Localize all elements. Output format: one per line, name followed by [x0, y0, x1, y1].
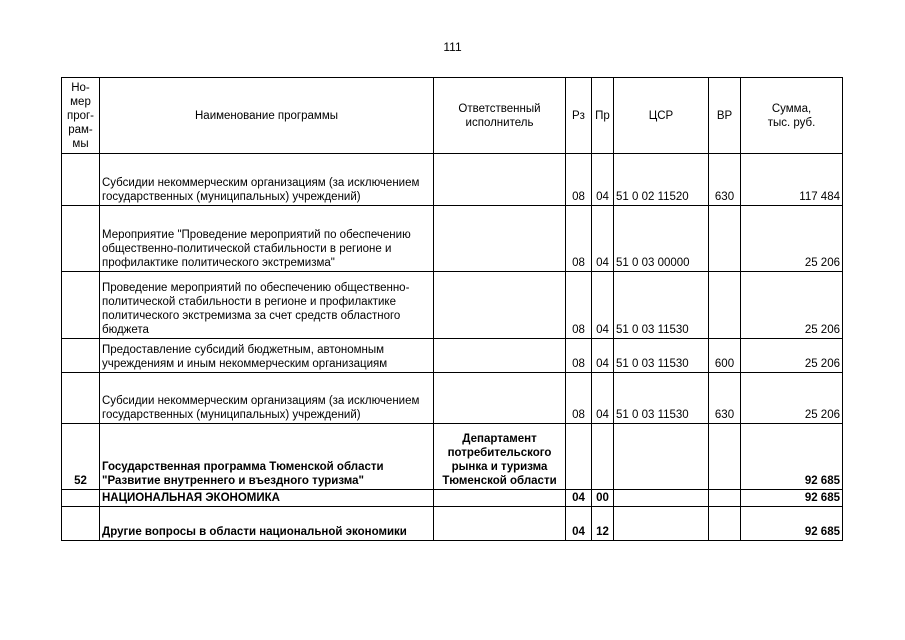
cell-pr: 00 — [592, 490, 614, 507]
cell-program-number — [62, 272, 100, 339]
header-sum: Сумма, тыс. руб. — [741, 78, 843, 154]
cell-vr — [709, 272, 741, 339]
cell-program-name: Другие вопросы в области национальной экономики — [100, 507, 434, 541]
cell-program-name: Проведение мероприятий по обеспечению общественно-политической стабильности в регионе и профилактике политического экстремизма за счет средств областного бюджета — [100, 272, 434, 339]
header-pr: Пр — [592, 78, 614, 154]
cell-executor — [434, 507, 566, 541]
cell-csr — [614, 490, 709, 507]
cell-executor — [434, 373, 566, 424]
cell-sum: 25 206 — [741, 206, 843, 272]
cell-executor — [434, 154, 566, 206]
table-row — [62, 424, 843, 490]
cell-sum: 92 685 — [741, 490, 843, 507]
header-executor: Ответственный исполнитель — [434, 78, 566, 154]
cell-sum: 92 685 — [741, 507, 843, 541]
cell-csr: 51 0 02 11520 — [614, 154, 709, 206]
cell-program-number — [62, 339, 100, 373]
cell-program-name: Предоставление субсидий бюджетным, автономным учреждениям и иным некоммерческим организациям — [100, 339, 434, 373]
cell-pr: 04 — [592, 373, 614, 424]
cell-vr — [709, 490, 741, 507]
cell-program-number — [62, 206, 100, 272]
cell-vr — [709, 424, 741, 490]
budget-table — [61, 77, 843, 541]
page-number: 111 — [443, 40, 462, 54]
cell-program-name: Мероприятие "Проведение мероприятий по обеспечению общественно-политической стабильности в регионе и профилактике политического экстремизма" — [100, 206, 434, 272]
table-row — [62, 507, 843, 541]
cell-program-number — [62, 154, 100, 206]
header-vr: ВР — [709, 78, 741, 154]
cell-sum: 25 206 — [741, 272, 843, 339]
cell-sum: 92 685 — [741, 424, 843, 490]
cell-program-name: НАЦИОНАЛЬНАЯ ЭКОНОМИКА — [100, 490, 434, 507]
cell-pr: 04 — [592, 154, 614, 206]
cell-rz: 08 — [566, 154, 592, 206]
cell-vr — [709, 206, 741, 272]
cell-rz: 08 — [566, 206, 592, 272]
cell-program-number — [62, 373, 100, 424]
cell-executor — [434, 339, 566, 373]
cell-program-number — [62, 507, 100, 541]
cell-rz: 08 — [566, 272, 592, 339]
cell-pr: 04 — [592, 339, 614, 373]
cell-csr: 51 0 03 00000 — [614, 206, 709, 272]
cell-pr: 04 — [592, 206, 614, 272]
cell-program-name: Субсидии некоммерческим организациям (за исключением государственных (муниципальных) учреждений) — [100, 373, 434, 424]
cell-sum: 117 484 — [741, 154, 843, 206]
cell-csr: 51 0 03 11530 — [614, 272, 709, 339]
cell-program-name: Государственная программа Тюменской области "Развитие внутреннего и въездного туризма" — [100, 424, 434, 490]
table-row — [62, 206, 843, 272]
cell-program-number — [62, 490, 100, 507]
cell-program-number: 52 — [62, 424, 100, 490]
cell-rz: 08 — [566, 373, 592, 424]
cell-sum: 25 206 — [741, 339, 843, 373]
header-rz: Рз — [566, 78, 592, 154]
cell-sum: 25 206 — [741, 373, 843, 424]
cell-executor — [434, 206, 566, 272]
cell-pr — [592, 424, 614, 490]
cell-rz — [566, 424, 592, 490]
header-csr: ЦСР — [614, 78, 709, 154]
header-program-name: Наименование программы — [100, 78, 434, 154]
table-row — [62, 339, 843, 373]
cell-csr — [614, 507, 709, 541]
cell-vr: 630 — [709, 373, 741, 424]
header-row — [62, 78, 843, 154]
cell-vr — [709, 507, 741, 541]
cell-csr: 51 0 03 11530 — [614, 339, 709, 373]
table-body — [62, 154, 843, 541]
table-row — [62, 373, 843, 424]
cell-csr — [614, 424, 709, 490]
table-row — [62, 272, 843, 339]
table-row — [62, 154, 843, 206]
cell-rz: 04 — [566, 507, 592, 541]
cell-rz: 08 — [566, 339, 592, 373]
cell-pr: 12 — [592, 507, 614, 541]
cell-rz: 04 — [566, 490, 592, 507]
cell-program-name: Субсидии некоммерческим организациям (за исключением государственных (муниципальных) учреждений) — [100, 154, 434, 206]
cell-vr: 630 — [709, 154, 741, 206]
cell-executor — [434, 272, 566, 339]
table-row — [62, 490, 843, 507]
header-program-number: Но- мер прог- рам- мы — [62, 78, 100, 154]
cell-vr: 600 — [709, 339, 741, 373]
cell-executor — [434, 490, 566, 507]
cell-executor: Департамент потребительского рынка и туризма Тюменской области — [434, 424, 566, 490]
cell-pr: 04 — [592, 272, 614, 339]
cell-csr: 51 0 03 11530 — [614, 373, 709, 424]
